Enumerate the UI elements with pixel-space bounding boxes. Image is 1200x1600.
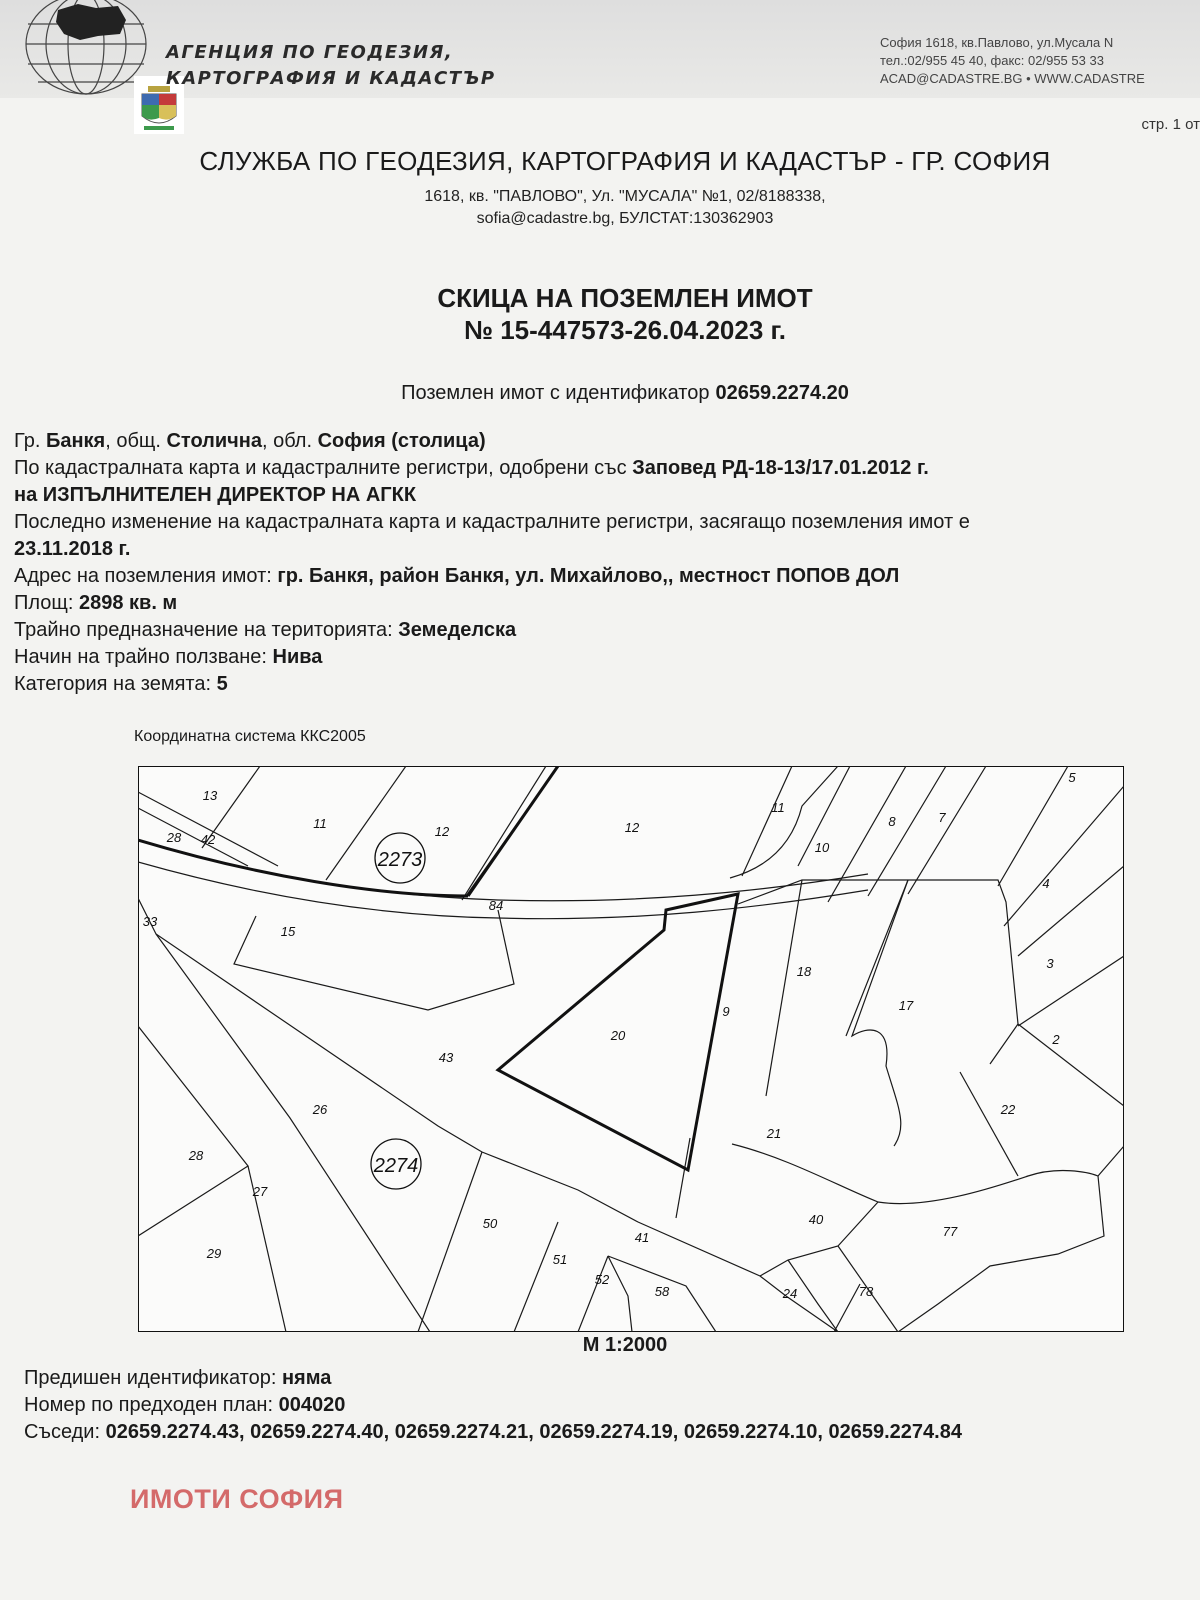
area-row [14, 590, 1200, 617]
location-region-prefix: , обл. [262, 430, 318, 452]
parcel-number-label: 5 [1068, 770, 1076, 785]
parcel-number-label: 27 [252, 1184, 268, 1199]
previous-identifier-row [24, 1365, 1200, 1392]
cadastral-block-label: 2273 [377, 849, 423, 871]
usage-label: Начин на трайно ползване: [14, 646, 273, 668]
previous-plan-label: Номер по предходен план: [24, 1394, 279, 1416]
sketch-number: № 15-447573-26.04.2023 г. [463, 315, 786, 345]
parcel-number-label: 33 [142, 914, 158, 929]
identifier-value: 02659.2274.20 [715, 382, 849, 404]
area-label: Площ: [14, 592, 79, 614]
last-change-date-row [14, 536, 1200, 563]
parcel-number-label: 9 [722, 1004, 730, 1019]
location-row [14, 428, 1200, 455]
coordinate-system-label: Координатна система ККС2005 [134, 728, 366, 745]
location-municipality: Столична [166, 430, 262, 452]
parcel-number-label: 58 [654, 1284, 670, 1299]
last-change-row [14, 509, 1200, 536]
approval-row-2 [14, 482, 1200, 509]
parcel-number-label: 12 [624, 820, 640, 835]
identifier-label: Поземлен имот с идентификатор [401, 382, 710, 404]
agency-address: София 1618, кв.Павлово, ул.Мусала N [880, 35, 1114, 50]
parcel-number-label: 51 [552, 1252, 568, 1267]
parcel-number-label: 4 [1042, 876, 1050, 891]
neighbors-row [24, 1419, 1200, 1446]
location-region: София (столица) [317, 430, 486, 452]
service-email-bulstat: sofia@cadastre.bg, БУЛСТАТ:130362903 [476, 210, 774, 227]
parcel-number-label: 20 [610, 1028, 626, 1043]
approval-authority: на ИЗПЪЛНИТЕЛЕН ДИРЕКТОР НА АГКК [14, 484, 417, 506]
previous-plan-row [24, 1392, 1200, 1419]
category-value: 5 [216, 673, 228, 695]
agency-phone: тел.:02/955 45 40, факс: 02/955 53 33 [880, 53, 1104, 68]
property-info [14, 428, 1200, 698]
service-title: СЛУЖБА ПО ГЕОДЕЗИЯ, КАРТОГРАФИЯ И КАДАСТЪР - ГР. СОФИЯ [199, 146, 1051, 176]
last-change-date: 23.11.2018 г. [14, 538, 131, 560]
parcel-number-label: 42 [200, 832, 216, 847]
parcel-number-label: 2 [1052, 1032, 1060, 1047]
last-change-label: Последно изменение на кадастралната карта и кадастралните регистри, засягащо поземления имот е [14, 511, 970, 533]
map-scale: М 1:2000 [582, 1334, 668, 1356]
previous-identifier-value: няма [281, 1367, 332, 1389]
parcel-number-label: 7 [938, 810, 946, 825]
parcel-number-label: 84 [488, 898, 504, 913]
parcel-number-label: 10 [814, 840, 830, 855]
parcel-number-label: 52 [594, 1272, 610, 1287]
location-city: Банкя [45, 430, 106, 452]
agency-name [166, 40, 506, 92]
parcel-number-label: 3 [1046, 956, 1054, 971]
approval-prefix: По кадастралната карта и кадастралните регистри, одобрени със [14, 457, 633, 479]
agency-name-line2: КАРТОГРАФИЯ И КАДАСТЪР [166, 68, 496, 89]
parcel-number-label: 11 [313, 816, 327, 831]
page-number: стр. 1 от [1141, 116, 1200, 133]
neighbors-label: Съседи: [24, 1421, 106, 1443]
address-value: гр. Банкя, район Банкя, ул. Михайлово,, местност ПОПОВ ДОЛ [277, 565, 900, 587]
service-address [0, 186, 1200, 230]
area-value: 2898 кв. м [78, 592, 178, 614]
parcel-number-label: 26 [312, 1102, 328, 1117]
usage-row [14, 644, 1200, 671]
previous-identifier-label: Предишен идентификатор: [24, 1367, 282, 1389]
sketch-title-text: СКИЦА НА ПОЗЕМЛЕН ИМОТ [437, 283, 813, 313]
parcel-number-label: 18 [796, 964, 812, 979]
globe-logo-icon [22, 0, 150, 96]
approval-row [14, 455, 1200, 482]
approval-order: Заповед РД-18-13/17.01.2012 г. [632, 457, 929, 479]
address-label: Адрес на поземления имот: [14, 565, 278, 587]
category-label: Категория на земята: [14, 673, 217, 695]
parcel-number-label: 15 [280, 924, 296, 939]
bottom-info [24, 1365, 1200, 1446]
parcel-number-label: 12 [434, 824, 450, 839]
parcel-number-label: 11 [771, 800, 785, 815]
parcel-number-label: 28 [188, 1148, 204, 1163]
watermark: ИМОТИ СОФИЯ [130, 1484, 344, 1514]
location-city-prefix: Гр. [14, 430, 46, 452]
cadastral-map [138, 766, 1124, 1332]
parcel-number-label: 22 [1000, 1102, 1016, 1117]
purpose-label: Трайно предназначение на територията: [14, 619, 399, 641]
parcel-number-label: 78 [858, 1284, 874, 1299]
location-municipality-prefix: , общ. [105, 430, 167, 452]
parcel-number-label: 40 [808, 1212, 824, 1227]
parcel-number-label: 28 [166, 830, 182, 845]
parcel-number-label: 43 [438, 1050, 454, 1065]
parcel-number-label: 24 [782, 1286, 798, 1301]
parcel-number-label: 41 [634, 1230, 650, 1245]
agency-contacts [880, 34, 1200, 88]
parcel-number-label: 17 [898, 998, 914, 1013]
parcel-number-label: 77 [942, 1224, 958, 1239]
agency-name-line1: АГЕНЦИЯ ПО ГЕОДЕЗИЯ, [166, 42, 454, 63]
usage-value: Нива [272, 646, 323, 668]
agency-web: ACAD@CADASTRE.BG • WWW.CADASTRE [880, 71, 1145, 86]
parcel-number-label: 13 [202, 788, 218, 803]
service-address-line: 1618, кв. "ПАВЛОВО", Ул. "МУСАЛА" №1, 02/8188338, [424, 188, 826, 205]
property-identifier [0, 382, 1200, 405]
parcel-number-label: 29 [206, 1246, 222, 1261]
purpose-row [14, 617, 1200, 644]
purpose-value: Земеделска [398, 619, 517, 641]
sketch-title [0, 282, 1200, 346]
parcel-number-label: 50 [482, 1216, 498, 1231]
previous-plan-value: 004020 [278, 1394, 346, 1416]
parcel-number-label: 21 [766, 1126, 782, 1141]
neighbors-value: 02659.2274.43, 02659.2274.40, 02659.2274.21, 02659.2274.19, 02659.2274.10, 02659.2274.84 [105, 1421, 962, 1443]
category-row [14, 671, 1200, 698]
parcel-number-label: 8 [888, 814, 896, 829]
cadastral-block-label: 2274 [373, 1155, 419, 1177]
address-row [14, 563, 1200, 590]
